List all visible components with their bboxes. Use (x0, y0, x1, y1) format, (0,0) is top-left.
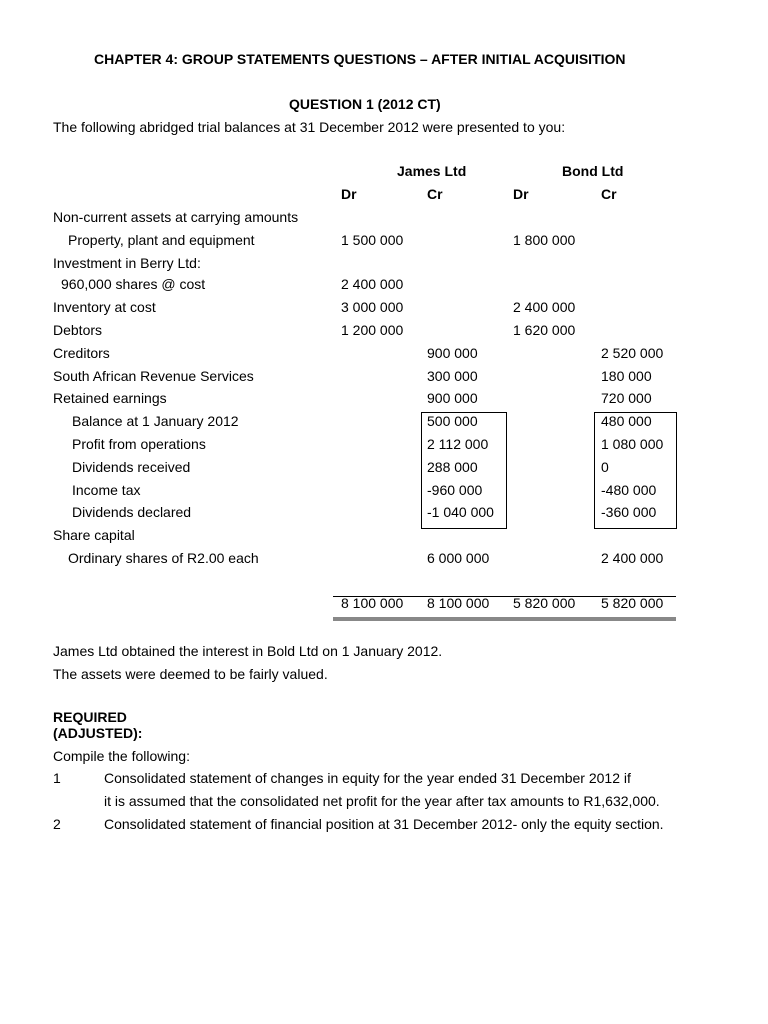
intro-text: The following abridged trial balances at 31 December 2012 were presented to you: (53, 119, 566, 135)
chapter-title: CHAPTER 4: GROUP STATEMENTS QUESTIONS – AFTER INITIAL ACQUISITION (94, 51, 626, 67)
cell-james-cr: -960 000 (427, 482, 483, 498)
retained-earnings-box-james (421, 412, 507, 529)
cell-james-dr: 3 000 000 (341, 299, 404, 315)
row-label: Dividends declared (72, 504, 192, 520)
cell-bond-cr: 2 400 000 (601, 550, 664, 566)
total-bond-dr: 5 820 000 (513, 595, 576, 611)
cell-james-cr: 500 000 (427, 413, 478, 429)
row-label: South African Revenue Services (53, 368, 254, 384)
row-label: Debtors (53, 322, 103, 338)
task-number: 2 (53, 816, 61, 832)
row-label: Inventory at cost (53, 299, 156, 315)
task-number: 1 (53, 770, 61, 786)
row-label: Dividends received (72, 459, 191, 475)
row-label: Non-current assets at carrying amounts (53, 209, 299, 225)
row-label: 960,000 shares @ cost (61, 276, 206, 292)
cell-james-cr: 2 112 000 (427, 436, 489, 452)
cell-bond-cr: 720 000 (601, 390, 652, 406)
row-label: Retained earnings (53, 390, 167, 406)
col-james-dr: Dr (341, 186, 357, 202)
company-bond: Bond Ltd (562, 163, 624, 179)
cell-james-cr: -1 040 000 (427, 504, 494, 520)
compile-intro: Compile the following: (53, 748, 190, 764)
row-label: Share capital (53, 527, 135, 543)
row-label: Income tax (72, 482, 141, 498)
row-label: Property, plant and equipment (68, 232, 255, 248)
cell-bond-cr: 480 000 (601, 413, 652, 429)
cell-bond-dr: 1 800 000 (513, 232, 576, 248)
total-james-dr: 8 100 000 (341, 595, 404, 611)
total-james-cr: 8 100 000 (427, 595, 490, 611)
required-heading: REQUIRED (53, 709, 127, 725)
total-bond-cr: 5 820 000 (601, 595, 664, 611)
cell-james-cr: 288 000 (427, 459, 478, 475)
required-subheading: (ADJUSTED): (53, 725, 143, 741)
cell-james-cr: 6 000 000 (427, 550, 490, 566)
note-line: James Ltd obtained the interest in Bold Ltd on 1 January 2012. (53, 643, 443, 659)
retained-earnings-box-bond (594, 412, 677, 529)
cell-bond-cr: 180 000 (601, 368, 652, 384)
cell-bond-dr: 1 620 000 (513, 322, 576, 338)
col-bond-dr: Dr (513, 186, 529, 202)
task-text: it is assumed that the consolidated net profit for the year after tax amounts to R1,632,000. (104, 793, 660, 809)
cell-james-cr: 900 000 (427, 345, 478, 361)
cell-james-cr: 900 000 (427, 390, 478, 406)
cell-james-dr: 1 500 000 (341, 232, 404, 248)
cell-bond-cr: 1 080 000 (601, 436, 664, 452)
note-line: The assets were deemed to be fairly valued. (53, 666, 328, 682)
row-label: Creditors (53, 345, 110, 361)
cell-bond-cr: 2 520 000 (601, 345, 664, 361)
col-james-cr: Cr (427, 186, 443, 202)
company-james: James Ltd (397, 163, 467, 179)
task-text: Consolidated statement of financial position at 31 December 2012- only the equity section. (104, 816, 664, 832)
cell-bond-cr: 0 (601, 459, 609, 475)
cell-bond-dr: 2 400 000 (513, 299, 576, 315)
row-label: Investment in Berry Ltd: (53, 255, 201, 271)
row-label: Profit from operations (72, 436, 206, 452)
cell-james-cr: 300 000 (427, 368, 478, 384)
cell-james-dr: 1 200 000 (341, 322, 404, 338)
cell-bond-cr: -360 000 (601, 504, 657, 520)
cell-james-dr: 2 400 000 (341, 276, 404, 292)
row-label: Ordinary shares of R2.00 each (68, 550, 259, 566)
question-title: QUESTION 1 (2012 CT) (289, 96, 441, 112)
row-label: Balance at 1 January 2012 (72, 413, 239, 429)
col-bond-cr: Cr (601, 186, 617, 202)
task-text: Consolidated statement of changes in equity for the year ended 31 December 2012 if (104, 770, 631, 786)
cell-bond-cr: -480 000 (601, 482, 657, 498)
totals-double-rule (333, 617, 676, 621)
